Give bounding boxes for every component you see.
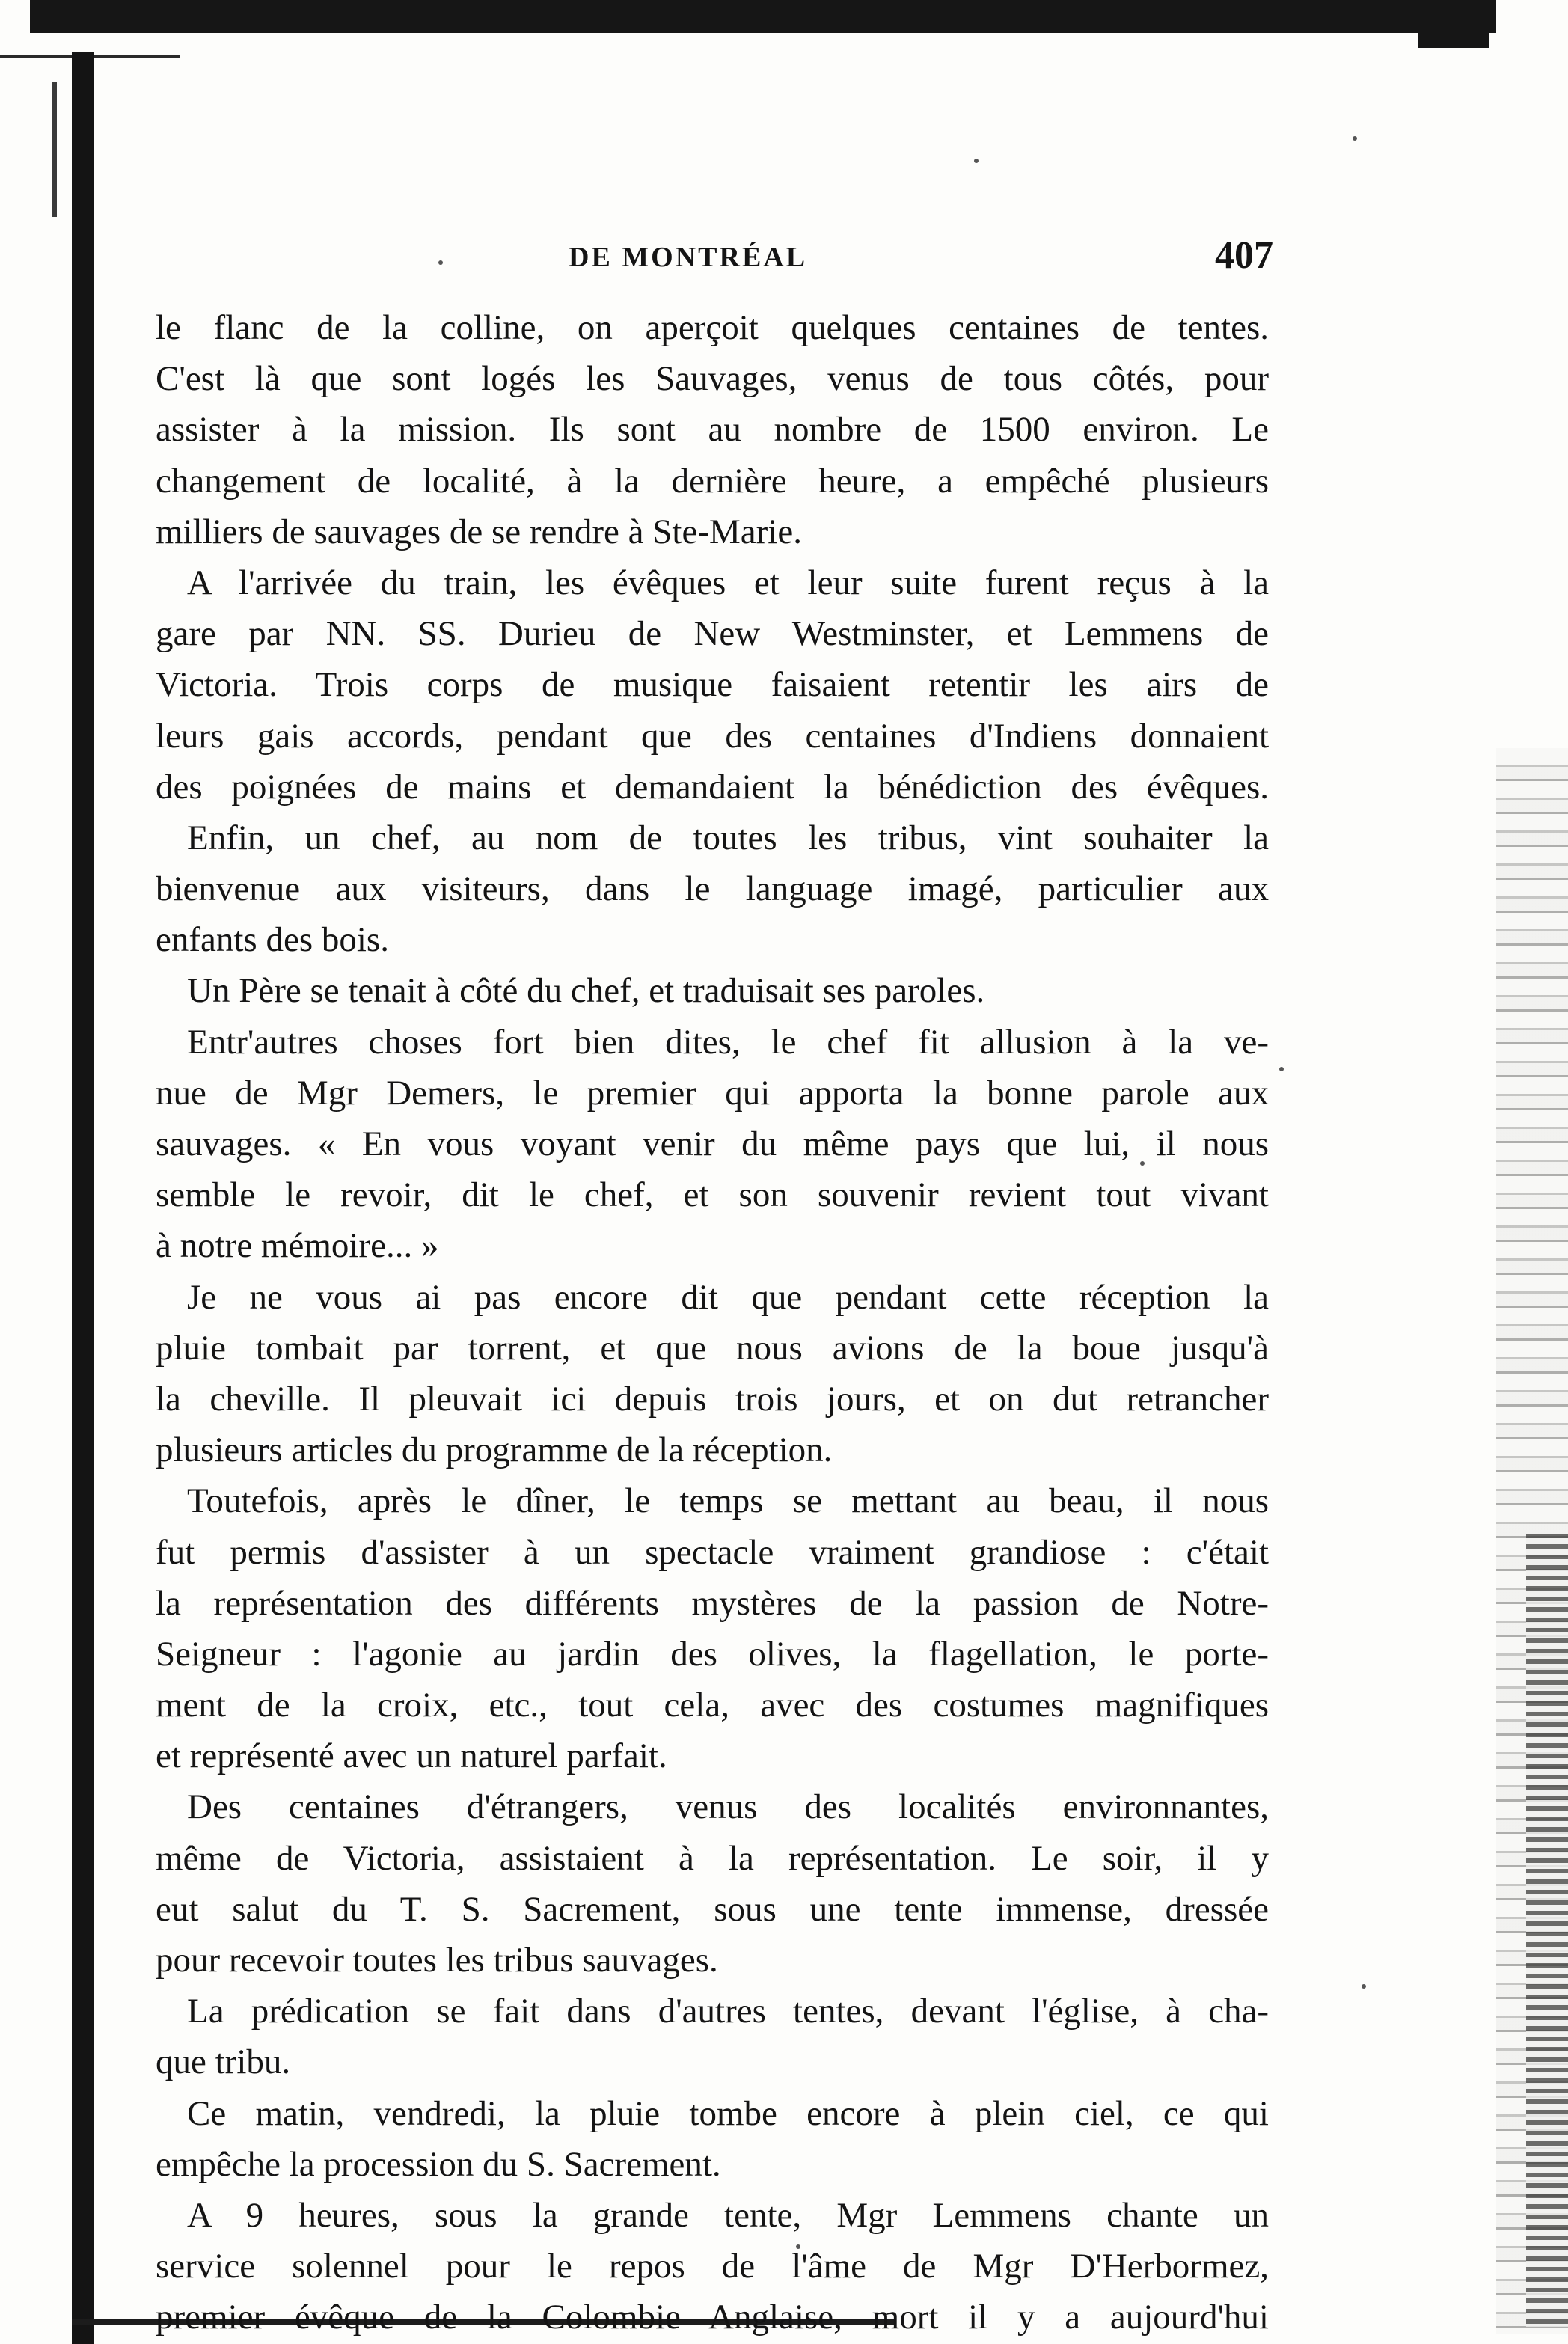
text-line: le flanc de la colline, on aperçoit quelques centaines de tentes. [156, 308, 1269, 347]
text-line: la représentation des différents mystères de la passion de Notre- [156, 1583, 1269, 1623]
text-line: la cheville. Il pleuvait ici depuis trois jours, et on dut retrancher [156, 1379, 1269, 1419]
text-line: Enfin, un chef, au nom de toutes les tribus, vint souhaiter la [187, 818, 1269, 857]
text-line: Seigneur : l'agonie au jardin des olives, la flagellation, le porte- [156, 1634, 1269, 1674]
text-line: même de Victoria, assistaient à la représentation. Le soir, il y [156, 1838, 1269, 1878]
scan-speck [438, 260, 443, 265]
text-line: Toutefois, après le dîner, le temps se mettant au beau, il nous [187, 1481, 1269, 1521]
text-line: Victoria. Trois corps de musique faisaient retentir les airs de [156, 665, 1269, 705]
running-head: DE MONTRÉAL [569, 242, 808, 273]
text-line: changement de localité, à la dernière heure, a empêché plusieurs [156, 461, 1269, 501]
text-line: bienvenue aux visiteurs, dans le language imagé, particulier aux [156, 869, 1269, 909]
text-line: et représenté avec un naturel parfait. [156, 1736, 667, 1776]
scan-border-top-corner [1418, 0, 1489, 48]
text-line: nue de Mgr Demers, le premier qui apporta la bonne parole aux [156, 1073, 1269, 1113]
text-line: eut salut du T. S. Sacrement, sous une tente immense, dressée [156, 1889, 1269, 1929]
text-line: que tribu. [156, 2042, 291, 2082]
text-line: A 9 heures, sous la grande tente, Mgr Lemmens chante un [187, 2195, 1269, 2235]
scan-noise-right-edge-dark [1526, 1534, 1568, 2327]
text-line: fut permis d'assister à un spectacle vraiment grandiose : c'était [156, 1532, 1269, 1572]
text-line: Entr'autres choses fort bien dites, le chef fit allusion à la ve- [187, 1022, 1269, 1062]
text-line: ment de la croix, etc., tout cela, avec des costumes magnifiques [156, 1686, 1269, 1725]
text-line: assister à la mission. Ils sont au nombre de 1500 environ. Le [156, 410, 1269, 450]
body-text [156, 302, 1269, 2343]
text-line: pour recevoir toutes les tribus sauvages. [156, 1941, 718, 1980]
text-line: Ce matin, vendredi, la pluie tombe encore à plein ciel, ce qui [187, 2093, 1269, 2133]
text-line: milliers de sauvages de se rendre à Ste-Marie. [156, 512, 802, 551]
scan-speck [1279, 1067, 1284, 1071]
text-line: sauvages. « En vous voyant venir du même pays que lui, il nous [156, 1124, 1269, 1163]
page-number: 407 [1215, 234, 1273, 277]
text-line: La prédication se fait dans d'autres tentes, devant l'église, à cha- [187, 1992, 1269, 2031]
text-line: A l'arrivée du train, les évêques et leur suite furent reçus à la [187, 563, 1269, 602]
text-line: plusieurs articles du programme de la réception. [156, 1430, 833, 1470]
text-line: empêche la procession du S. Sacrement. [156, 2144, 721, 2184]
text-line: des poignées de mains et demandaient la bénédiction des évêques. [156, 767, 1269, 807]
text-line: Des centaines d'étrangers, venus des localités environnantes, [187, 1787, 1269, 1827]
text-line: Un Père se tenait à côté du chef, et traduisait ses paroles. [187, 971, 985, 1011]
text-line: semble le revoir, dit le chef, et son souvenir revient tout vivant [156, 1175, 1269, 1215]
text-line: Je ne vous ai pas encore dit que pendant cette réception la [187, 1277, 1269, 1317]
scan-speck [974, 159, 979, 163]
scan-speck [1353, 136, 1357, 141]
scan-speck [1362, 1984, 1366, 1989]
text-line: gare par NN. SS. Durieu de New Westminster, et Lemmens de [156, 614, 1269, 654]
text-line: enfants des bois. [156, 920, 389, 960]
text-line: premier évêque de la Colombie Anglaise, mort il y a aujourd'hui [156, 2298, 1269, 2337]
scan-border-left-thin [52, 82, 57, 217]
text-line: service solennel pour le repos de l'âme de Mgr D'Herbormez, [156, 2247, 1269, 2286]
text-line: leurs gais accords, pendant que des centaines d'Indiens donnaient [156, 716, 1269, 756]
text-line: à notre mémoire... » [156, 1226, 439, 1266]
text-line: C'est là que sont logés les Sauvages, venus de tous côtés, pour [156, 359, 1269, 399]
scan-border-left [72, 52, 94, 2344]
scan-border-top [30, 0, 1496, 33]
text-line: pluie tombait par torrent, et que nous avions de la boue jusqu'à [156, 1328, 1269, 1368]
